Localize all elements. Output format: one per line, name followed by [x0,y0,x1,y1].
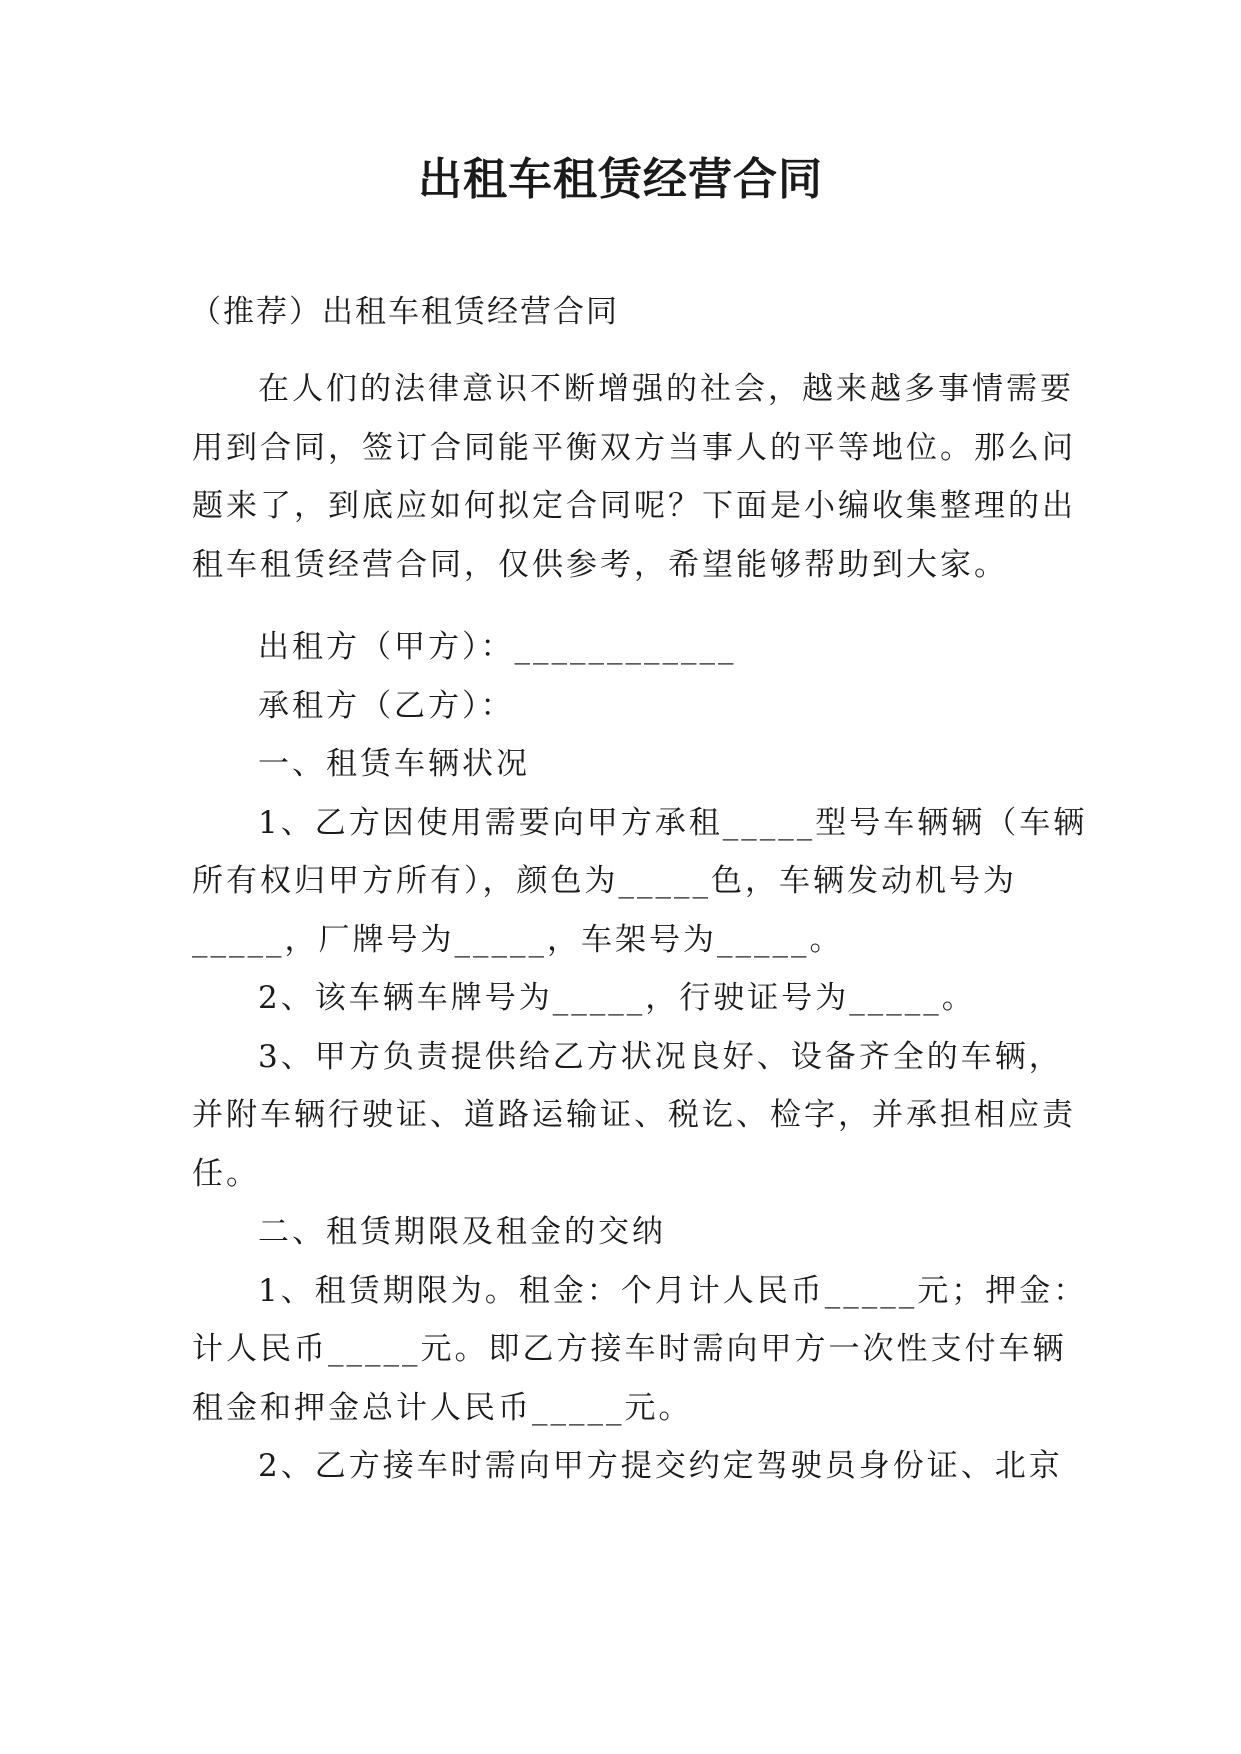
section-2-heading: 二、租赁期限及租金的交纳 [258,1214,666,1250]
clause-1-1-line: 所有权归甲方所有），颜色为_____色，车辆发动机号为 [192,863,1017,899]
section-1-heading: 一、租赁车辆状况 [258,746,530,782]
clause-1-1-line: _____，厂牌号为_____，车架号为_____。 [192,921,844,958]
contract-body [192,618,1087,1496]
document-title: 出租车租赁经营合同 [418,154,823,205]
clause-1-1-line: 1、乙方因使用需要向甲方承租_____型号车辆辆（车辆 [258,804,1088,841]
party-a-line: 出租方（甲方）：____________ [258,629,737,665]
intro-paragraph [192,360,1076,594]
intro-line: 题来了，到底应如何拟定合同呢？下面是小编收集整理的出 [192,488,1076,524]
document-subtitle: （推荐）出租车租赁经营合同 [190,294,619,330]
clause-1-3-line: 并附车辆行驶证、道路运输证、税讫、检字，并承担相应责 [192,1097,1076,1133]
intro-line: 租车租赁经营合同，仅供参考，希望能够帮助到大家。 [192,546,1008,583]
clause-2-1-line: 租金和押金总计人民币_____元。 [192,1389,693,1426]
clause-1-3-line: 3、甲方负责提供给乙方状况良好、设备齐全的车辆， [258,1038,1063,1075]
intro-line: 用到合同，签订合同能平衡双方当事人的平等地位。那么问 [192,429,1076,466]
clause-1-2-line: 2、该车辆车牌号为_____，行驶证号为_____。 [258,980,976,1016]
intro-line: 在人们的法律意识不断增强的社会，越来越多事情需要 [258,371,1074,407]
clause-2-1-line: 1、租赁期限为。租金：个月计人民币_____元；押金： [258,1272,1088,1309]
party-b-line: 承租方（乙方）： [258,687,515,724]
clause-2-2-line: 2、乙方接车时需向甲方提交约定驾驶员身份证、北京 [258,1448,1063,1484]
clause-1-3-line: 任。 [192,1155,260,1192]
clause-2-1-line: 计人民币_____元。即乙方接车时需向甲方一次性支付车辆 [192,1331,1067,1367]
